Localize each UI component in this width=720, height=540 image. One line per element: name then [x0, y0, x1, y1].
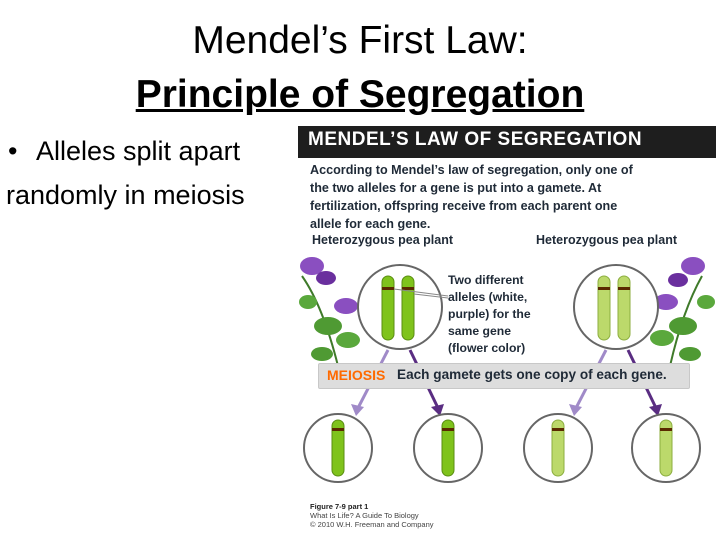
bullet-item — [6, 136, 240, 166]
description-line: fertilization, offspring receive from each parent one — [310, 199, 618, 213]
figure-header-title: MENDEL’S LAW OF SEGREGATION — [308, 129, 643, 150]
caption-line: Figure 7-9 part 1 — [310, 502, 369, 511]
right-parent-cell — [574, 265, 658, 349]
slide-title-line2: Principle of Segregation — [135, 73, 585, 116]
description-line: According to Mendel’s law of segregation, only one of — [310, 163, 633, 177]
bullet-text-line1: Alleles split apart — [36, 136, 241, 166]
bullet-text-line2: randomly in meiosis — [6, 180, 245, 210]
meiosis-banner — [318, 363, 690, 389]
meiosis-description: Each gamete gets one copy of each gene. — [397, 367, 667, 382]
left-plant-label: Heterozygous pea plant — [312, 233, 453, 247]
gamete-cell — [414, 414, 482, 482]
callout-line: alleles (white, — [448, 290, 528, 304]
caption-line: © 2010 W.H. Freeman and Company — [310, 520, 434, 529]
segregation-figure — [298, 126, 716, 530]
caption-line: What Is Life? A Guide To Biology — [310, 511, 419, 520]
right-pea-plant-icon — [650, 257, 715, 366]
callout-line: same gene — [448, 324, 512, 338]
callout-line: Two different — [448, 273, 524, 287]
callout-line: (flower color) — [448, 341, 526, 355]
left-pea-plant-icon — [299, 257, 360, 366]
left-parent-cell — [358, 265, 442, 349]
description-line: allele for each gene. — [310, 217, 431, 231]
bullet-marker: • — [8, 136, 18, 166]
gamete-cell — [524, 414, 592, 482]
gamete-cell — [304, 414, 372, 482]
slide-title-line1: Mendel’s First Law: — [192, 19, 528, 62]
right-plant-label: Heterozygous pea plant — [536, 233, 677, 247]
callout-line: purple) for the — [448, 307, 531, 321]
allele-callout — [448, 272, 568, 357]
gamete-cell — [632, 414, 700, 482]
meiosis-label: MEIOSIS — [327, 367, 386, 383]
description-line: the two alleles for a gene is put into a gamete. At — [310, 181, 602, 195]
figure-caption — [310, 502, 434, 529]
